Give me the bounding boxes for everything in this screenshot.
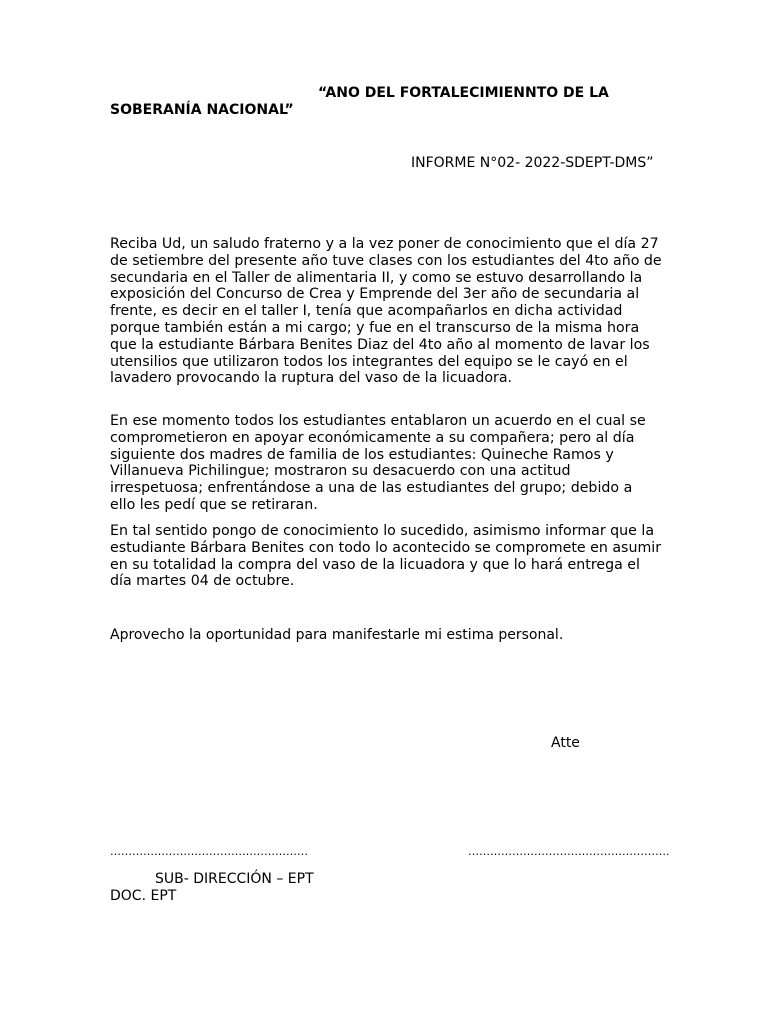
signature-docente: DOC. EPT	[110, 888, 177, 904]
body-paragraph-3: En tal sentido pongo de conocimiento lo sucedido, asimismo informar que la estudiante Bárbara Benites con todo lo acontecido se compromete en asumir en su totalidad la compra del vaso de la licuadora y que lo hará entrega el día martes 04 de octubre.	[110, 523, 662, 590]
signature-subdireccion: SUB- DIRECCIÓN – EPT	[155, 871, 314, 887]
signature-line-left: ………………………………………………	[110, 845, 308, 858]
body-paragraph-1: Reciba Ud, un saludo fraterno y a la vez poner de conocimiento que el día 27 de setiembre del presente año tuve clases con los estudiantes del 4to año de secundaria en el Taller de alimentaria II, y como se estuvo desarrollando la exposición del Concurso de Crea y Emprende del 3er año de secundaria al frente, es decir en el taller I, tenía que acompañarlos en dicha actividad porque también están a mi cargo; y fue en el transcurso de la misma hora que la estudiante Bárbara Benites Diaz del 4to año al momento de lavar los utensilios que utilizaron todos los integrantes del equipo se le cayó en el lavadero provocando la ruptura del vaso de la licuadora.	[110, 236, 662, 387]
farewell-text: Atte	[551, 735, 580, 751]
signature-line-right: ……………………………………………….	[468, 845, 670, 858]
closing-line: Aprovecho la oportunidad para manifestarle mi estima personal.	[110, 627, 564, 643]
body-paragraph-2: En ese momento todos los estudiantes entablaron un acuerdo en el cual se comprometieron en apoyar económicamente a su compañera; pero al día siguiente dos madres de familia de los estudiantes: Quineche Ramos y Villanueva Pichilingue; mostraron su desacuerdo con una actitud irrespetuosa; enfrentándose a una de las estudiantes del grupo; debido a ello les pedí que se retiraran.	[110, 413, 646, 513]
report-reference: INFORME N°02- 2022-SDEPT-DMS”	[411, 155, 654, 171]
document-title: “ANO DEL FORTALECIMIENNTO DE LA SOBERANÍA NACIONAL”	[110, 85, 609, 118]
